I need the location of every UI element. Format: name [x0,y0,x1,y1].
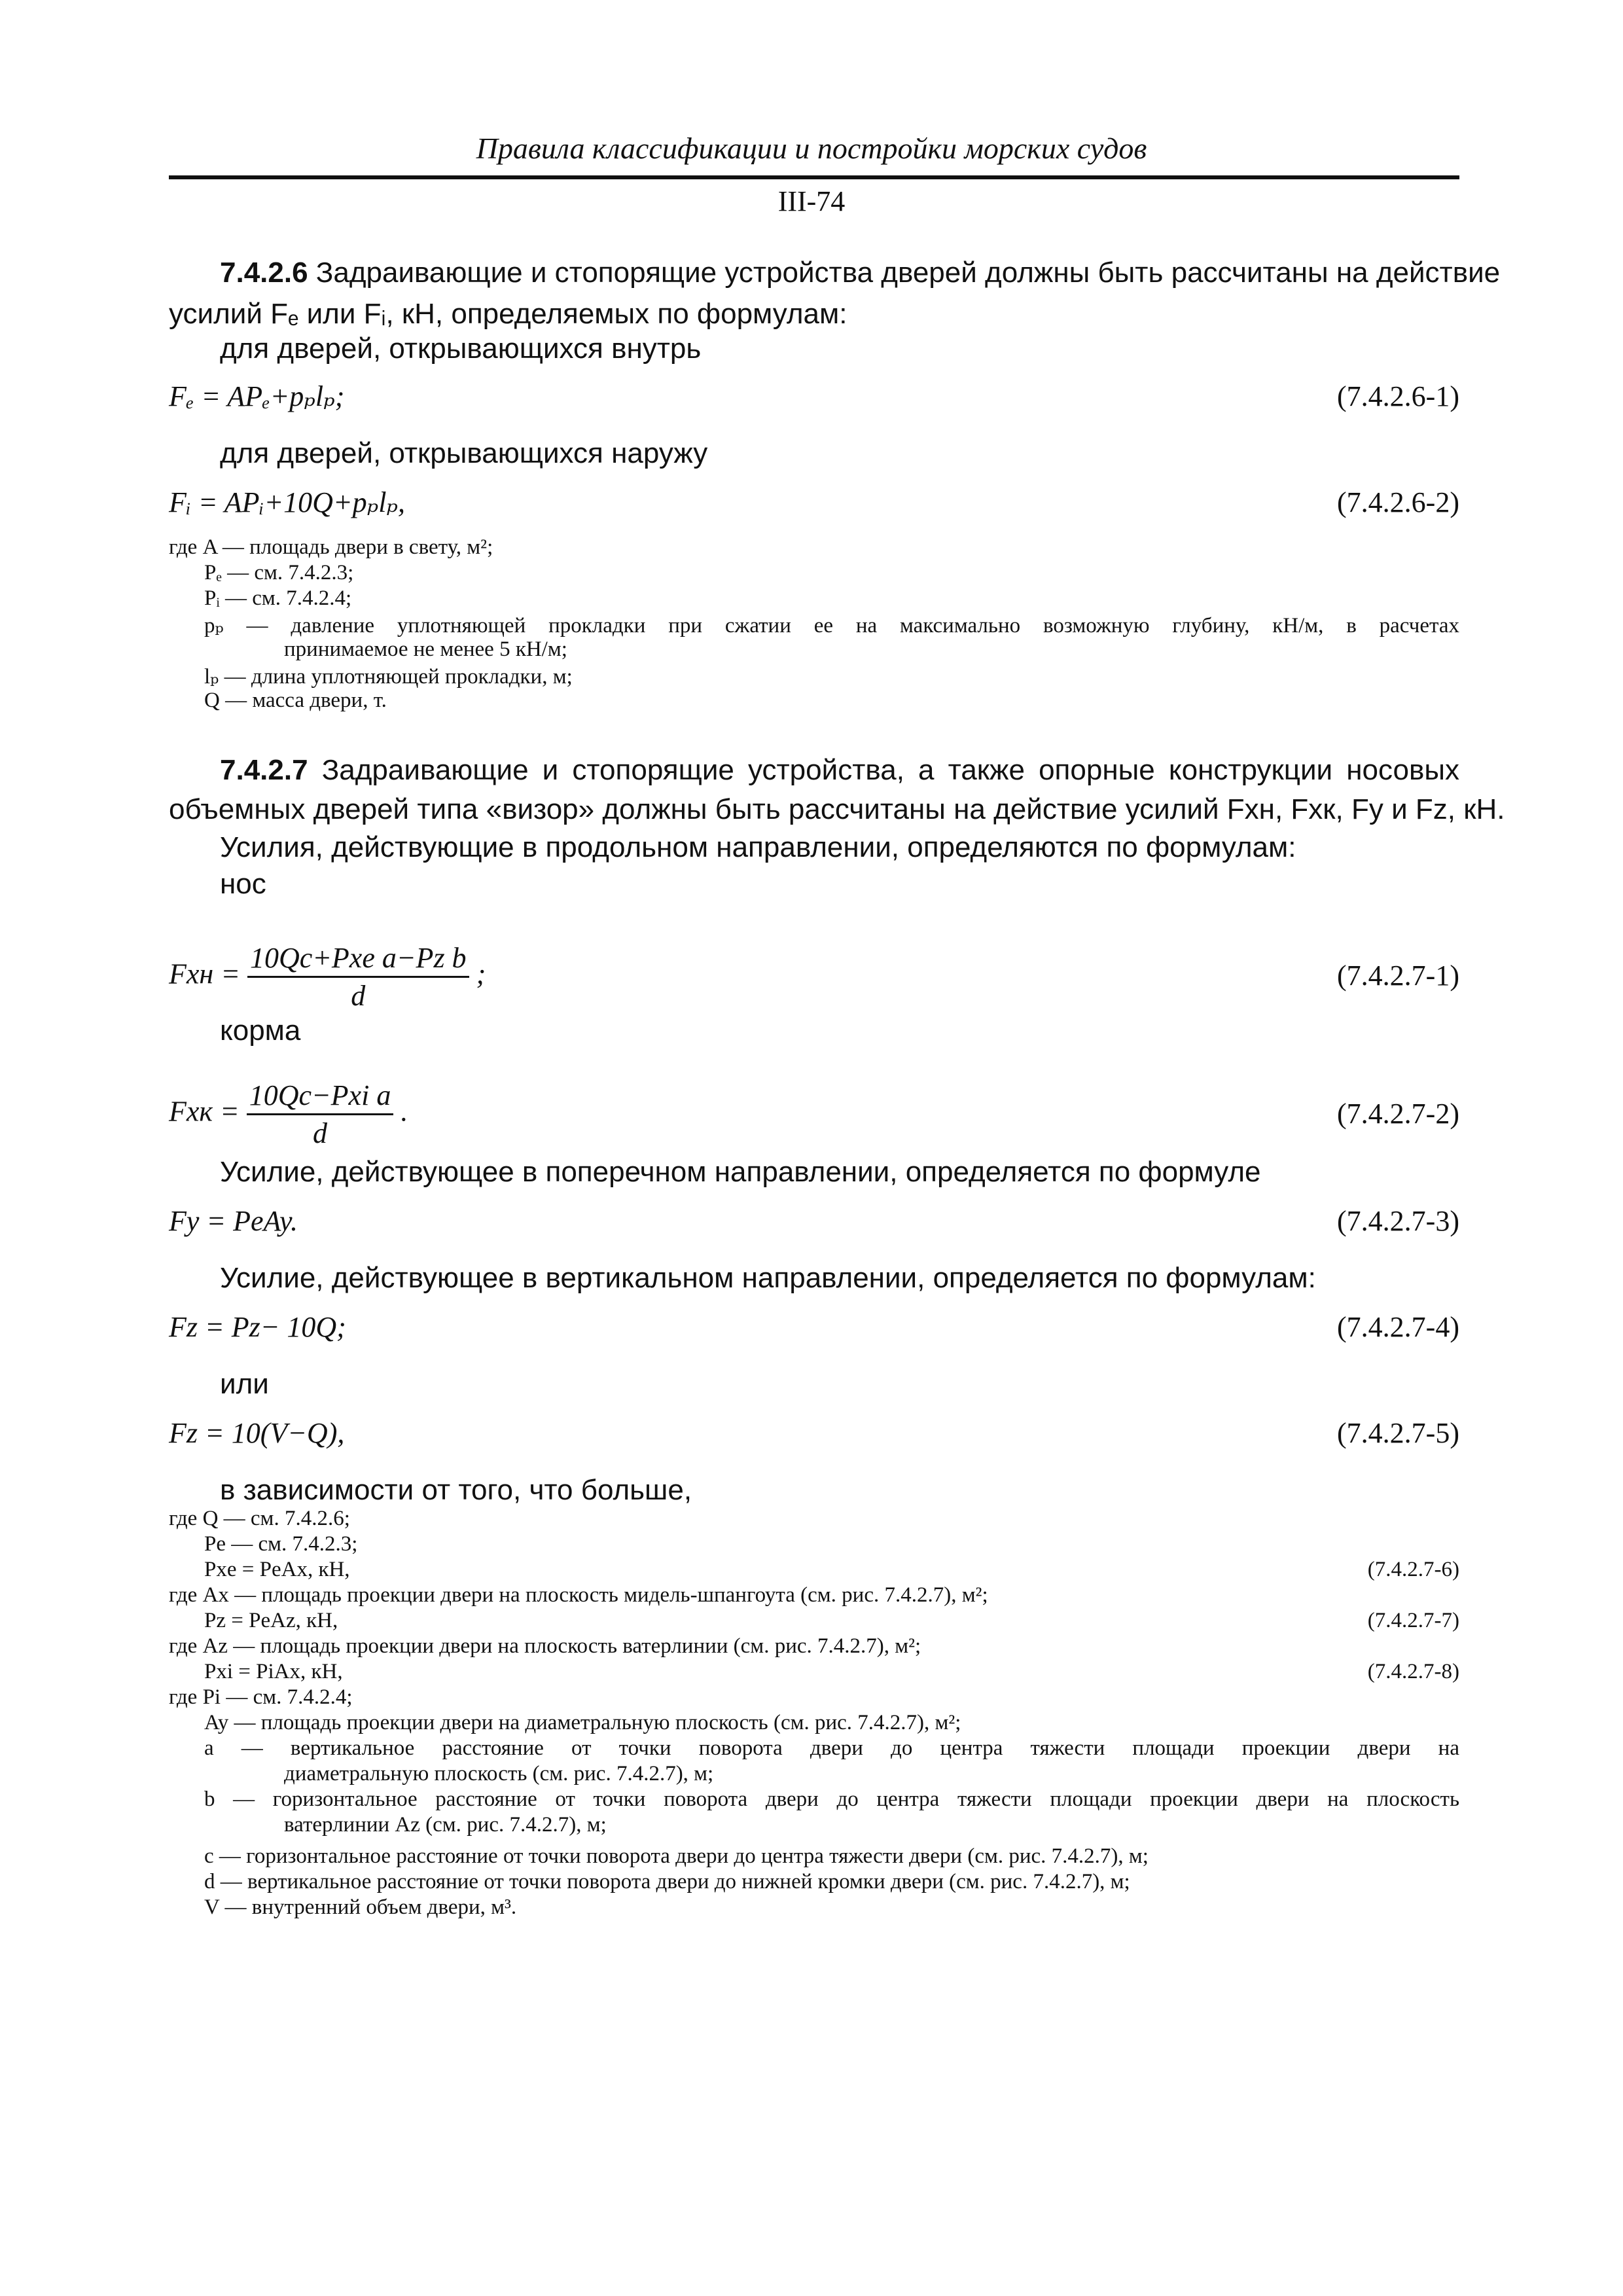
page-number: III-74 [777,185,846,217]
formula-number-7427-6: (7.4.2.7-6) [1367,1558,1459,1581]
formula-number-7427-3: (7.4.2.7-3) [1337,1205,1459,1237]
formula-7426-2: Fᵢ = APᵢ+10Q+pₚlₚ, [169,486,406,518]
section-7427-line3: Усилия, действующие в продольном направлении, определяются по формулам: [220,831,1296,863]
def2-a-cont: диаметральную плоскость (см. рис. 7.4.2.7), м; [284,1762,714,1785]
formula-number-7427-7: (7.4.2.7-7) [1367,1609,1459,1632]
def2-d: d — вертикальное расстояние от точки поворота двери до нижней кромки двери (см. рис. 7.4.2.7), м; [204,1870,1130,1893]
def2-ay: Ay — площадь проекции двери на диаметральную плоскость (см. рис. 7.4.2.7), м²; [204,1711,961,1734]
def-pe: Pₑ — см. 7.4.2.3; [204,561,354,584]
def2-b: b — горизонтальное расстояние от точки поворота двери до центра тяжести площади проекции двери на плоскость [204,1787,1459,1811]
def2-pxi: Pxi = PiAx, кН, [204,1660,343,1683]
formula-number-7427-4: (7.4.2.7-4) [1337,1311,1459,1343]
formula-number-7427-1: (7.4.2.7-1) [1337,960,1459,992]
def-pp-cont: принимаемое не менее 5 кН/м; [284,637,567,661]
def2-b-cont: ватерлинии Az (см. рис. 7.4.2.7), м; [284,1813,607,1837]
def-q: Q — масса двери, т. [204,689,387,712]
def2-v: V — внутренний объем двери, м³. [204,1895,517,1919]
formula-7426-1: Fₑ = APₑ+pₚlₚ; [169,380,345,412]
section-number-7426: 7.4.2.6 [220,257,308,289]
formula-7427-1: Fхн = $\frac{\text{10Qc+Pxe a−Pz b}}{d}$ ; [169,942,486,1012]
stern-label: корма [220,1014,301,1047]
def-pi: Pᵢ — см. 7.4.2.4; [204,586,352,610]
outward-doors-label: для дверей, открывающихся наружу [220,437,708,469]
def-a: где A — площадь двери в свету, м²; [169,535,493,559]
inward-doors-label: для дверей, открывающихся внутрь [220,332,702,365]
def2-az: где Az — площадь проекции двери на плоскость ватерлинии (см. рис. 7.4.2.7), м²; [169,1634,921,1658]
def2-pe: Pe — см. 7.4.2.3; [204,1532,358,1556]
formula-number-7426-1: (7.4.2.6-1) [1337,380,1459,412]
section-number-7427: 7.4.2.7 [220,754,308,786]
def2-ax: где Ax — площадь проекции двери на плоскость мидель-шпангоута (см. рис. 7.4.2.7), м²; [169,1583,988,1607]
def2-pi: где Pi — см. 7.4.2.4; [169,1685,353,1709]
section-7426-line2: усилий Fₑ или Fᵢ, кН, определяемых по формулам: [169,298,847,330]
section-7426-line1: 7.4.2.6 Задраивающие и стопорящие устройства дверей должны быть рассчитаны на действие [220,257,1501,289]
formula-number-7427-5: (7.4.2.7-5) [1337,1417,1459,1449]
depending-text: в зависимости от того, что больше, [220,1474,692,1506]
document-header-title: Правила классификации и постройки морских судов [476,132,1147,165]
formula-7427-4: Fz = Pz− 10Q; [169,1311,346,1343]
fraction-7427-2: $\frac{\text{10Qc−Pxi a}}{d}$ [247,1079,394,1150]
def2-c: c — горизонтальное расстояние от точки поворота двери до центра тяжести двери (см. рис. 7.4.2.7), м; [204,1844,1149,1868]
def2-pz: Pz = PeAz, кН, [204,1609,338,1632]
formula-number-7427-8: (7.4.2.7-8) [1367,1660,1459,1683]
def2-pxe: Pxe = PeAx, кН, [204,1558,350,1581]
transverse-text: Усилие, действующее в поперечном направлении, определяется по формуле [220,1156,1261,1188]
def2-a: a — вертикальное расстояние от точки поворота двери до центра тяжести площади проекции двери на [204,1736,1459,1760]
formula-7427-5: Fz = 10(V−Q), [169,1417,345,1449]
formula-7427-3: Fy = PeAy. [169,1205,298,1237]
def2-q: где Q — см. 7.4.2.6; [169,1507,350,1530]
nose-label: нос [220,868,266,900]
section-7427-line2: объемных дверей типа «визор» должны быть рассчитаны на действие усилий Fхн, Fхк, Fy и Fz, кН. [169,793,1505,825]
formula-number-7427-2: (7.4.2.7-2) [1337,1098,1459,1130]
header-rule [169,175,1459,179]
or-label: или [220,1368,269,1400]
fraction-7427-1: $\frac{\text{10Qc+Pxe a−Pz b}}{d}$ [247,941,469,1013]
def-pp: pₚ — давление уплотняющей прокладки при сжатии ее на максимально возможную глубину, кН/м, в расчетах [204,614,1459,637]
def-lp: lₚ — длина уплотняющей прокладки, м; [204,665,573,689]
section-7427-line1: 7.4.2.7 Задраивающие и стопорящие устройства, а также опорные конструкции носовых [220,754,1459,786]
vertical-text: Усилие, действующее в вертикальном направлении, определяется по формулам: [220,1262,1316,1294]
formula-number-7426-2: (7.4.2.6-2) [1337,486,1459,518]
formula-7427-2: Fхк = $\frac{\text{10Qc−Pxi a}}{d}$ . [169,1079,408,1149]
